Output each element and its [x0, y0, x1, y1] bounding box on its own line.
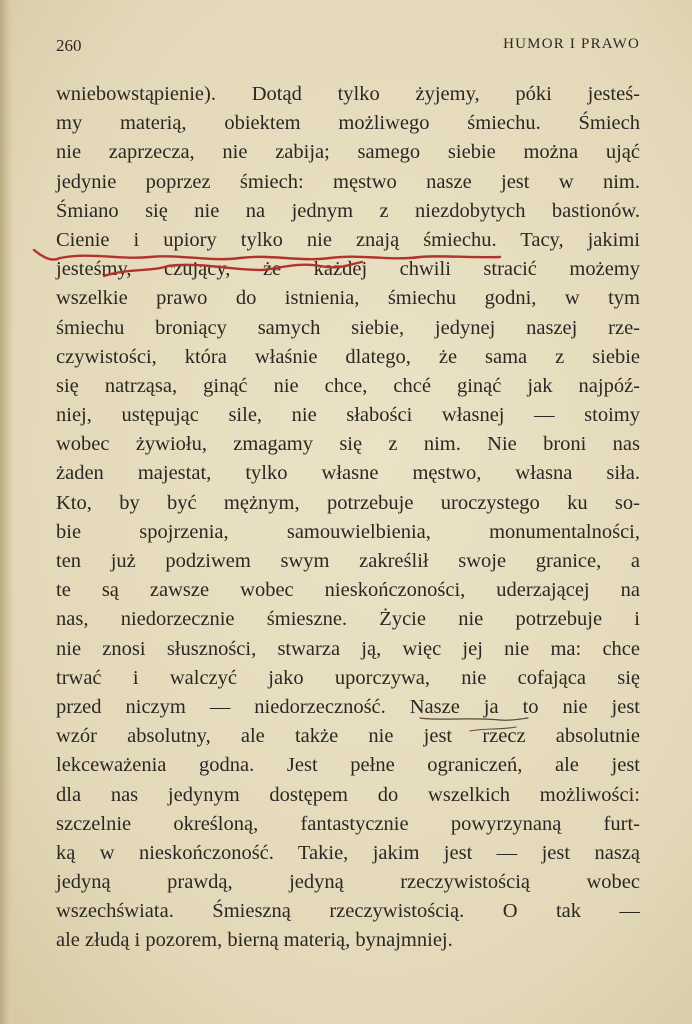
- text-line: się natrząsa, ginąć nie chce, chcé ginąć jak najpóź-: [56, 374, 640, 397]
- text-line: przed niczym — niedorzeczność. Nasze ja to nie jest: [56, 695, 640, 718]
- running-header: [56, 36, 640, 60]
- text-line: Śmiano się nie na jednym z niezdobytych bastionów.: [56, 199, 640, 222]
- text-line: dla nas jedynym dostępem do wszelkich możliwości:: [56, 783, 640, 806]
- text-line: ten już podziwem swym zakreślił swoje granice, a: [56, 550, 640, 572]
- text-line: my materią, obiektem możliwego śmiechu. Śmiech: [56, 112, 640, 135]
- text-line: wszelkie prawo do istnienia, śmiechu godni, w tym: [56, 287, 640, 310]
- text-line: nie znosi słuszności, stwarza ją, więc jej nie ma: chce: [56, 637, 640, 660]
- text-line: Kto, by być mężnym, potrzebuje uroczystego ku so-: [56, 491, 640, 514]
- text-line: ką w nieskończoność. Takie, jakim jest — jest naszą: [56, 841, 640, 864]
- text-line: jedyną prawdą, jedyną rzeczywistością wobec: [56, 871, 640, 894]
- text-line: wniebowstąpienie). Dotąd tylko żyjemy, póki jesteś-: [56, 83, 640, 105]
- text-line: czywistości, która właśnie dlatego, że sama z siebie: [56, 345, 640, 368]
- page-gutter-shadow: [0, 0, 14, 1024]
- text-line: niej, ustępując sile, nie słabości własnej — stoimy: [56, 404, 640, 427]
- text-line: bie spojrzenia, samouwielbienia, monumentalności,: [56, 520, 640, 543]
- text-line: wszechświata. Śmieszną rzeczywistością. O tak —: [56, 900, 640, 923]
- text-line: jedynie poprzez śmiech: męstwo nasze jest w nim.: [56, 170, 640, 193]
- text-line: nas, niedorzecznie śmieszne. Życie nie potrzebuje i: [56, 608, 640, 631]
- text-line: trwać i walczyć jako uporczywa, nie cofająca się: [56, 666, 640, 689]
- text-line: wzór absolutny, ale także nie jest rzecz absolutnie: [56, 725, 640, 748]
- text-line: żaden majestat, tylko własne męstwo, własna siła.: [56, 462, 640, 485]
- text-line: Cienie i upiory tylko nie znają śmiechu. Tacy, jakimi: [56, 228, 640, 251]
- text-line: ale złudą i pozorem, bierną materią, bynajmniej.: [56, 929, 453, 952]
- text-line: śmiechu broniący samych siebie, jedynej naszej rze-: [56, 316, 640, 339]
- text-line: wobec żywiołu, zmagamy się z nim. Nie broni nas: [56, 433, 640, 456]
- text-line: jesteśmy, czujący, że każdej chwili stracić możemy: [56, 258, 640, 281]
- running-title: HUMOR I PRAWO: [503, 36, 640, 52]
- page-number: 260: [56, 36, 82, 55]
- text-line: te są zawsze wobec nieskończoności, uderzającej na: [56, 579, 640, 602]
- text-line: nie zaprzecza, nie zabija; samego siebie można ująć: [56, 141, 640, 164]
- body-text: [56, 80, 640, 956]
- text-line: szczelnie określoną, fantastycznie powyrzynaną furt-: [56, 812, 640, 835]
- text-line: lekceważenia godna. Jest pełne ograniczeń, ale jest: [56, 754, 640, 777]
